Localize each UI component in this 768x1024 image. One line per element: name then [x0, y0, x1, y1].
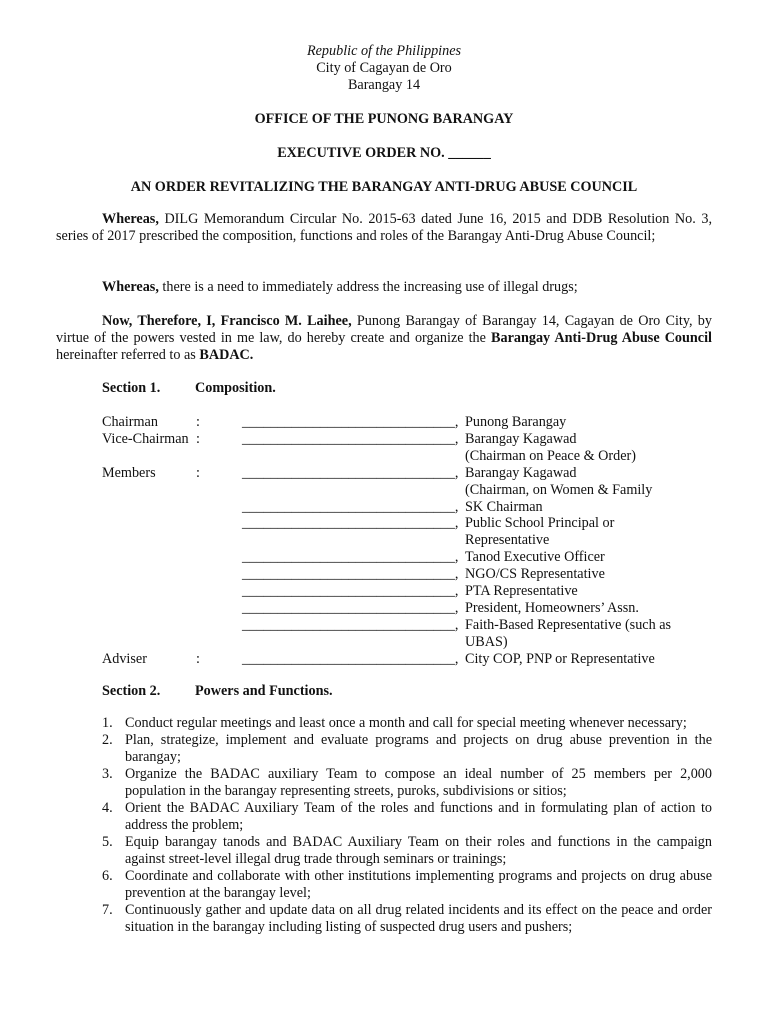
power-item	[102, 902, 712, 936]
power-item	[102, 800, 712, 834]
power-number: 7.	[102, 902, 113, 918]
power-number: 5.	[102, 834, 113, 850]
composition-colon: :	[196, 430, 200, 447]
power-number: 6.	[102, 868, 113, 884]
composition-role: Chairman	[102, 414, 158, 430]
office-heading: OFFICE OF THE PUNONG BARANGAY	[254, 111, 514, 127]
composition-designation: Tanod Executive Officer	[465, 549, 605, 566]
whereas-lead: Whereas,	[102, 279, 159, 295]
composition-designation: President, Homeowners’ Assn.	[465, 599, 639, 616]
power-number: 3.	[102, 766, 113, 782]
composition-role: Vice-Chairman	[102, 430, 189, 447]
signature-line: ______________________________,	[242, 583, 459, 599]
composition-colon: :	[196, 650, 200, 667]
power-text: Continuously gather and update data on all drug related incidents and its effect on the peace and order situation in the barangay including listing of suspected drug users and pushers;	[125, 902, 712, 935]
power-text: Conduct regular meetings and least once a month and call for special meeting whenever necessary;	[125, 715, 687, 731]
composition-colon: :	[196, 464, 200, 481]
composition-designation: Public School Principal or	[465, 515, 615, 532]
signature-line: ______________________________,	[242, 650, 459, 667]
order-title: AN ORDER REVITALIZING THE BARANGAY ANTI-DRUG ABUSE COUNCIL	[130, 179, 638, 195]
badac-abbrev: BADAC.	[199, 347, 254, 363]
whereas-paragraph-1	[56, 211, 712, 245]
now-therefore-lead: Now, Therefore, I, Francisco M. Laihee,	[102, 313, 352, 329]
composition-designation: SK Chairman	[465, 498, 543, 515]
composition-designation: NGO/CS Representative	[465, 566, 605, 583]
composition-role: Adviser	[102, 650, 147, 667]
section-title: Powers and Functions.	[195, 683, 333, 699]
signature-line: ______________________________,	[242, 430, 459, 447]
signature-line: ______________________________,	[242, 549, 459, 566]
power-text: Plan, strategize, implement and evaluate programs and projects on drug abuse prevention in the barangay;	[125, 732, 712, 765]
composition-designation: UBAS)	[465, 633, 508, 650]
signature-line: ______________________________,	[242, 464, 459, 481]
power-text: Organize the BADAC auxiliary Team to compose an ideal number of 25 members per 2,000 population in the barangay representing streets, puroks, subdivisions or sitios;	[125, 766, 712, 799]
composition-designation: Punong Barangay	[465, 414, 567, 430]
composition-designation: (Chairman on Peace & Order)	[465, 447, 636, 464]
signature-line: ______________________________,	[242, 599, 459, 616]
power-item	[102, 732, 712, 766]
section-number: Section 2.	[102, 683, 161, 699]
composition-designation: Barangay Kagawad	[465, 430, 577, 447]
composition-designation: Barangay Kagawad	[465, 464, 577, 481]
power-text: Orient the BADAC Auxiliary Team of the roles and functions and in formulating plan of action to address the problem;	[125, 800, 712, 833]
composition-designation: Faith-Based Representative (such as	[465, 616, 672, 633]
whereas-text: DILG Memorandum Circular No. 2015-63 dated June 16, 2015 and DDB Resolution No. 3, series of 2017 prescribed the composition, functions and roles of the Barangay Anti-Drug Abuse Council;	[56, 211, 712, 244]
power-item	[102, 715, 712, 732]
whereas-text: there is a need to immediately address the increasing use of illegal drugs;	[158, 279, 578, 295]
section-title: Composition.	[195, 380, 276, 396]
composition-designation: City COP, PNP or Representative	[465, 650, 655, 667]
now-therefore-text-1: Punong Barangay of Barangay 14, Cagayan de Oro City, by virtue of the powers vested in me law, do hereby create and organize the	[56, 313, 712, 346]
signature-line: ______________________________,	[242, 616, 459, 633]
whereas-paragraph-2	[56, 279, 712, 296]
power-item	[102, 766, 712, 800]
power-item	[102, 868, 712, 902]
power-text: Equip barangay tanods and BADAC Auxiliary Team on their roles and functions in the campaign against street-level illegal drug trade through seminars or trainings;	[125, 834, 712, 867]
composition-role: Members	[102, 464, 156, 481]
barangay-line: Barangay 14	[347, 77, 421, 93]
composition-colon: :	[196, 414, 200, 430]
signature-line: ______________________________,	[242, 566, 459, 583]
signature-line: ______________________________,	[242, 414, 459, 430]
power-item	[102, 834, 712, 868]
power-text: Coordinate and collaborate with other institutions implementing programs and projects on drug abuse prevention at the barangay level;	[125, 868, 712, 901]
republic-line: Republic of the Philippines	[306, 43, 462, 59]
composition-designation: Representative	[465, 532, 550, 549]
city-line: City of Cagayan de Oro	[316, 60, 452, 76]
composition-designation: (Chairman, on Women & Family	[465, 481, 653, 498]
section-number: Section 1.	[102, 380, 161, 396]
composition-designation: PTA Representative	[465, 583, 578, 599]
powers-list	[102, 715, 712, 936]
now-therefore-text-2: hereinafter referred to as	[56, 347, 200, 363]
whereas-lead: Whereas,	[102, 211, 159, 227]
now-therefore-paragraph	[56, 313, 712, 364]
power-number: 4.	[102, 800, 113, 816]
signature-line: ______________________________,	[242, 515, 459, 532]
power-number: 2.	[102, 732, 113, 748]
power-number: 1.	[102, 715, 113, 731]
executive-order-heading: EXECUTIVE ORDER NO. ______	[277, 145, 491, 161]
signature-line: ______________________________,	[242, 498, 459, 515]
badac-full-name: Barangay Anti-Drug Abuse Council	[491, 330, 712, 346]
